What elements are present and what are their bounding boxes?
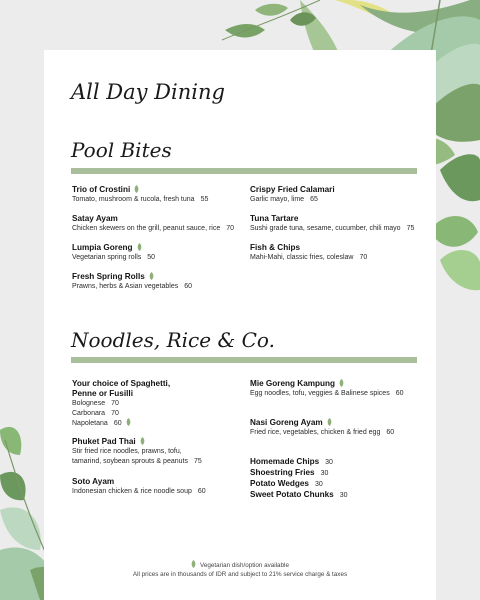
side-price: 30 xyxy=(320,470,329,477)
price-note: All prices are in thousands of IDR and subject to 21% service charge & taxes xyxy=(132,571,348,578)
side-name: Homemade Chips xyxy=(250,457,320,466)
item-name: Lumpia Goreng xyxy=(72,243,133,252)
item-price: 60 xyxy=(197,488,206,495)
item-price: 60 xyxy=(184,283,193,290)
item-name: Nasi Goreng Ayam xyxy=(250,418,323,427)
item-price: 65 xyxy=(310,196,318,203)
option-price: 70 xyxy=(111,400,119,407)
option-price: 70 xyxy=(111,409,119,417)
option-price: 60 xyxy=(113,420,122,427)
option-label: Bolognese xyxy=(72,400,106,407)
item-name: Mie Goreng Kampung xyxy=(250,379,336,388)
vegetarian-leaf-icon xyxy=(149,272,154,280)
side-name: Sweet Potato Chunks xyxy=(250,490,334,499)
section-title-noodles-rice: Noodles, Rice & Co. xyxy=(71,328,275,352)
option-label: Napoletana xyxy=(72,420,108,427)
item-name: Fish & Chips xyxy=(250,243,301,252)
item-description: Indonesian chicken & rice noodle soup xyxy=(72,488,192,495)
vegetarian-legend xyxy=(44,560,436,569)
side-price: 30 xyxy=(339,492,348,499)
vegetarian-leaf-icon xyxy=(140,437,145,445)
item-description: Fried rice, vegetables, chicken & fried egg xyxy=(250,429,381,436)
menu-item xyxy=(250,243,367,263)
menu-item xyxy=(72,272,192,292)
item-name: Fresh Spring Rolls xyxy=(72,272,145,281)
sides-list xyxy=(250,457,348,501)
item-description: Vegetarian spring rolls xyxy=(72,254,142,261)
vegetarian-leaf-icon xyxy=(137,243,142,251)
vegetarian-leaf-icon xyxy=(327,418,332,426)
item-description-continued: tamarind, soybean sprouts & peanuts xyxy=(72,457,188,465)
item-name: Tuna Tartare xyxy=(250,214,299,223)
menu-item xyxy=(250,418,394,438)
menu-item xyxy=(250,379,404,399)
item-price: 50 xyxy=(147,254,156,261)
item-description: Garlic mayo, lime xyxy=(250,196,305,203)
menu-item xyxy=(72,437,202,466)
section-divider xyxy=(71,357,417,363)
item-price: 75 xyxy=(193,457,202,465)
menu-item xyxy=(250,185,335,205)
legend-text: Vegetarian dish/option available xyxy=(200,562,289,569)
item-price: 70 xyxy=(359,254,368,261)
menu-item-pasta xyxy=(72,379,170,429)
side-price: 30 xyxy=(315,481,323,488)
item-price: 75 xyxy=(406,225,415,232)
item-description: Tomato, mushroom & rucola, fresh tuna xyxy=(72,196,195,203)
menu-item xyxy=(72,477,206,497)
item-name-continued: Penne or Fusilli xyxy=(72,389,133,398)
item-name: Crispy Fried Calamari xyxy=(250,185,335,194)
item-price: 55 xyxy=(200,196,209,203)
vegetarian-leaf-icon xyxy=(126,418,131,426)
side-price: 30 xyxy=(325,459,333,466)
item-description: Mahi-Mahi, classic fries, coleslaw xyxy=(250,254,354,261)
item-name: Phuket Pad Thai xyxy=(72,437,136,446)
side-name: Shoestring Fries xyxy=(250,468,315,477)
vegetarian-leaf-icon xyxy=(339,379,344,387)
menu-page xyxy=(44,50,436,600)
section-divider xyxy=(71,168,417,174)
item-description: Stir fried rice noodles, prawns, tofu, xyxy=(72,448,182,455)
vegetarian-leaf-icon xyxy=(191,560,196,568)
menu-title: All Day Dining xyxy=(71,80,225,104)
item-name: Soto Ayam xyxy=(72,477,115,486)
item-name: Your choice of Spaghetti, xyxy=(72,379,171,388)
section-title-pool-bites: Pool Bites xyxy=(71,138,172,162)
side-name: Potato Wedges xyxy=(250,479,309,488)
vegetarian-leaf-icon xyxy=(134,185,139,193)
item-description: Prawns, herbs & Asian vegetables xyxy=(72,283,179,290)
menu-item xyxy=(72,185,208,205)
item-price: 60 xyxy=(386,429,395,436)
item-name: Trio of Crostini xyxy=(72,185,131,194)
menu-item xyxy=(72,243,155,263)
item-description: Egg noodles, tofu, veggies & Balinese spices xyxy=(250,390,390,397)
item-price: 60 xyxy=(395,390,404,397)
item-description: Chicken skewers on the grill, peanut sauce, rice xyxy=(72,225,221,232)
item-description: Sushi grade tuna, sesame, cucumber, chili mayo xyxy=(250,225,401,232)
item-name: Satay Ayam xyxy=(72,214,118,223)
option-label: Carbonara xyxy=(72,409,106,417)
menu-item xyxy=(72,214,234,234)
item-price: 70 xyxy=(226,225,235,232)
menu-item xyxy=(250,214,414,234)
